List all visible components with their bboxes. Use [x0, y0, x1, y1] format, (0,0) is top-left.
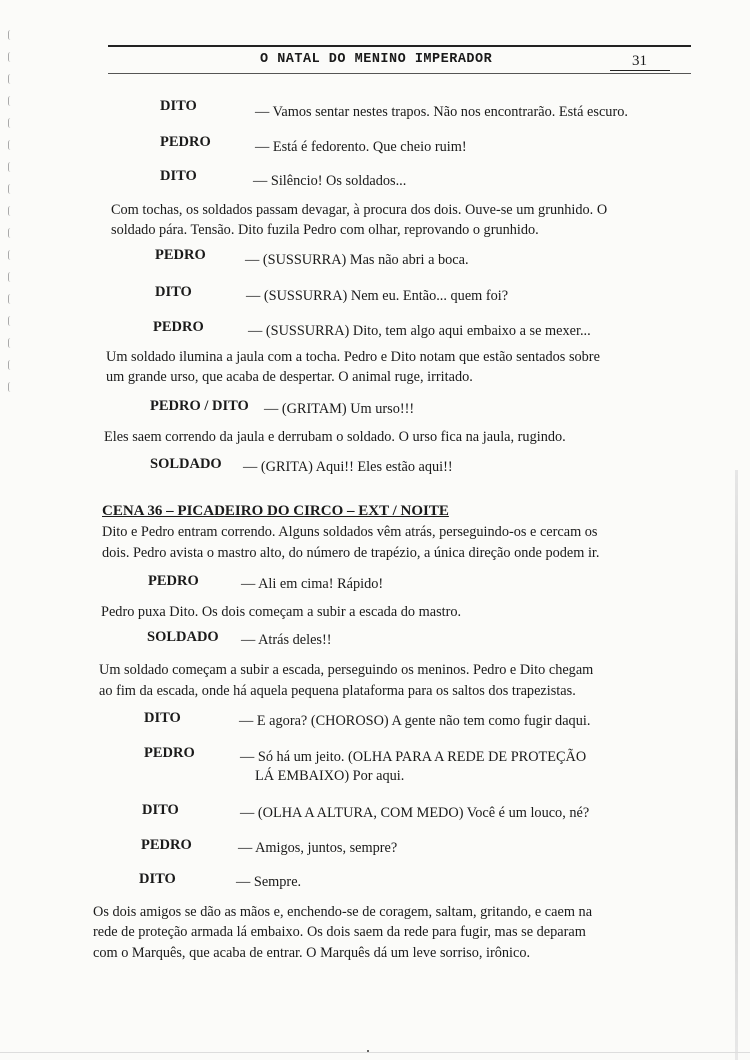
speaker-name: DITO: [160, 98, 197, 114]
dialogue-line: — (SUSSURRA) Dito, tem algo aqui embaixo a se mexer...: [248, 323, 591, 339]
speaker-name: PEDRO: [148, 573, 199, 589]
speaker-name: PEDRO: [144, 745, 195, 761]
speaker-name: PEDRO: [153, 319, 204, 335]
speaker-name: DITO: [160, 168, 197, 184]
scene-heading: CENA 36 – PICADEIRO DO CIRCO – EXT / NOITE: [102, 503, 449, 519]
speaker-name: DITO: [142, 802, 179, 818]
action-line: Os dois amigos se dão as mãos e, enchendo-se de coragem, saltam, gritando, e caem na: [93, 904, 593, 920]
speaker-name: PEDRO: [160, 134, 211, 150]
dialogue-line: — Amigos, juntos, sempre?: [238, 840, 398, 856]
dialogue-line: LÁ EMBAIXO) Por aqui.: [255, 768, 405, 784]
speaker-name: DITO: [155, 284, 192, 300]
scan-edge-shadow: [735, 470, 738, 1060]
scan-speck: [367, 1050, 369, 1052]
speaker-name: SOLDADO: [150, 456, 222, 472]
dialogue-line: — Silêncio! Os soldados...: [253, 173, 407, 189]
dialogue-line: — (SUSSURRA) Mas não abri a boca.: [245, 252, 469, 268]
dialogue-line: — (SUSSURRA) Nem eu. Então... quem foi?: [246, 288, 509, 304]
page-number-underline: [610, 70, 670, 71]
dialogue-line: — Sempre.: [236, 874, 302, 890]
action-line: Com tochas, os soldados passam devagar, à procura dos dois. Ouve-se um grunhido. O: [111, 202, 608, 218]
left-margin-marks: [0, 0, 40, 420]
dialogue-line: — Ali em cima! Rápido!: [241, 576, 384, 592]
speaker-name: PEDRO / DITO: [150, 398, 249, 414]
action-line: rede de proteção armada lá embaixo. Os dois saem da rede para fugir, mas se deparam: [93, 924, 586, 940]
scan-bottom-edge: [0, 1052, 750, 1053]
dialogue-line: — Vamos sentar nestes trapos. Não nos encontrarão. Está escuro.: [255, 104, 628, 120]
dialogue-line: — Atrás deles!!: [241, 632, 332, 648]
dialogue-line: — (GRITA) Aqui!! Eles estão aqui!!: [243, 459, 453, 475]
action-line: Pedro puxa Dito. Os dois começam a subir a escada do mastro.: [101, 604, 462, 620]
action-line: um grande urso, que acaba de despertar. O animal ruge, irritado.: [106, 369, 473, 385]
header-rule-bottom: [108, 73, 691, 74]
header-rule-top: [108, 45, 691, 47]
dialogue-line: — (GRITAM) Um urso!!!: [264, 401, 415, 417]
dialogue-line: — Só há um jeito. (OLHA PARA A REDE DE PROTEÇÃO: [240, 749, 587, 765]
dialogue-line: — (OLHA A ALTURA, COM MEDO) Você é um louco, né?: [240, 805, 590, 821]
action-line: dois. Pedro avista o mastro alto, do número de trapézio, a única direção onde podem ir.: [102, 545, 600, 561]
action-line: Um soldado começam a subir a escada, perseguindo os meninos. Pedro e Dito chegam: [99, 662, 594, 678]
page-title: O NATAL DO MENINO IMPERADOR: [260, 52, 493, 67]
action-line: ao fim da escada, onde há aquela pequena plataforma para os saltos dos trapezistas.: [99, 683, 576, 699]
page-number: 31: [632, 53, 647, 69]
action-line: Um soldado ilumina a jaula com a tocha. Pedro e Dito notam que estão sentados sobre: [106, 349, 600, 365]
dialogue-line: — Está é fedorento. Que cheio ruim!: [255, 139, 467, 155]
speaker-name: DITO: [139, 871, 176, 887]
action-line: com o Marquês, que acaba de entrar. O Marquês dá um leve sorriso, irônico.: [93, 945, 531, 961]
action-line: Eles saem correndo da jaula e derrubam o soldado. O urso fica na jaula, rugindo.: [104, 429, 566, 445]
speaker-name: PEDRO: [141, 837, 192, 853]
speaker-name: SOLDADO: [147, 629, 219, 645]
speaker-name: DITO: [144, 710, 181, 726]
dialogue-line: — E agora? (CHOROSO) A gente não tem como fugir daqui.: [239, 713, 591, 729]
action-line: soldado pára. Tensão. Dito fuzila Pedro com olhar, reprovando o grunhido.: [111, 222, 539, 238]
action-line: Dito e Pedro entram correndo. Alguns soldados vêm atrás, perseguindo-os e cercam os: [102, 524, 598, 540]
speaker-name: PEDRO: [155, 247, 206, 263]
